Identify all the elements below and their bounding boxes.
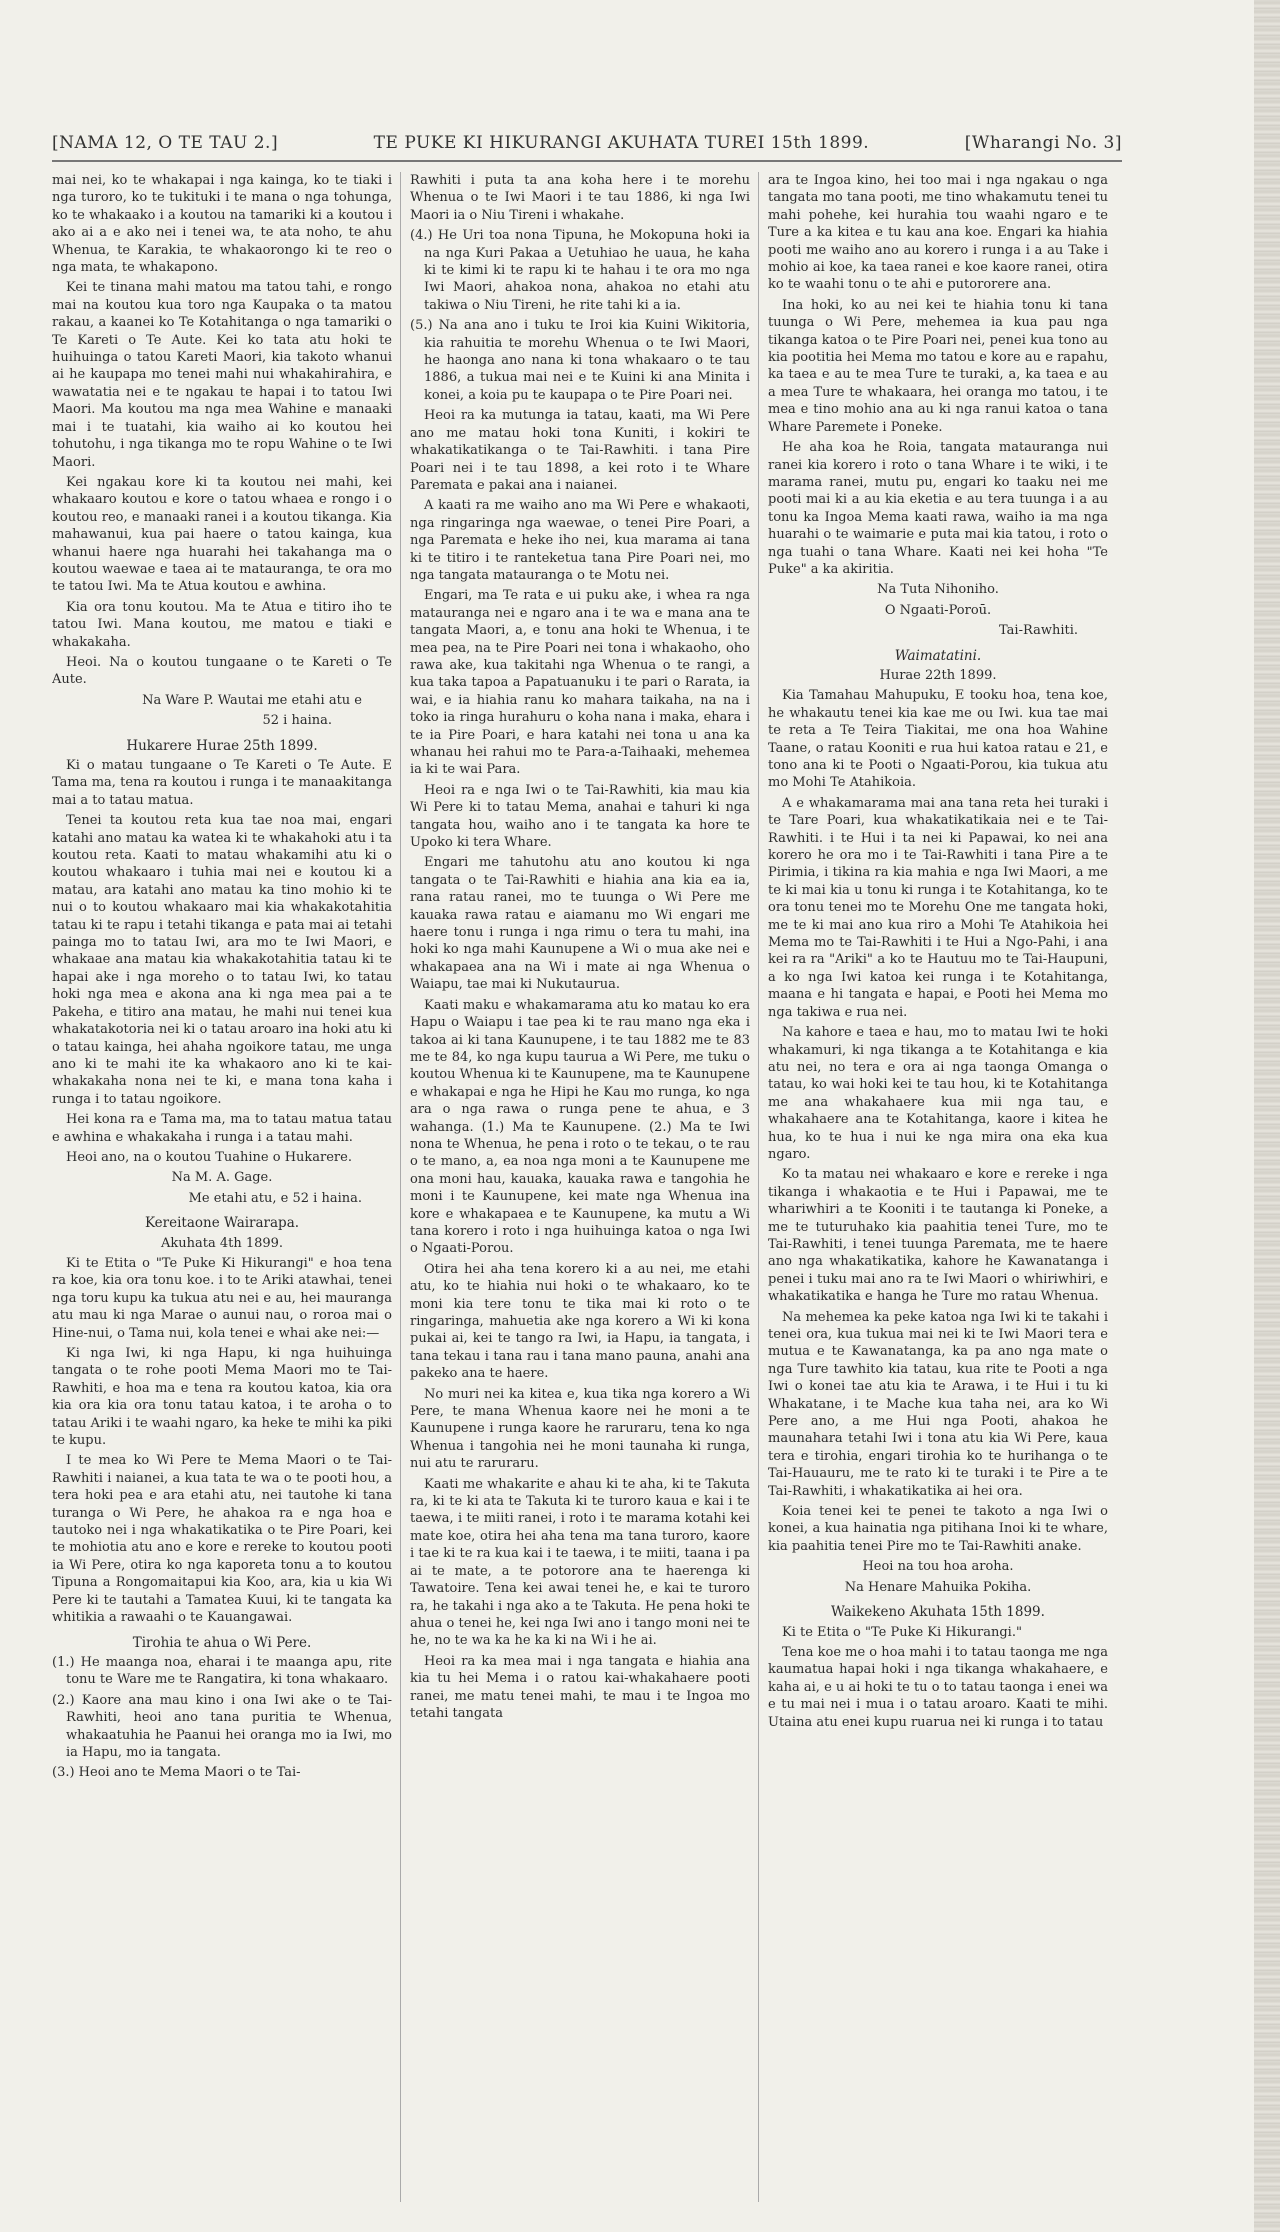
section-heading: Tirohia te ahua o Wi Pere.: [132, 1634, 312, 1651]
paragraph: Kia ora tonu koutou. Ma te Atua e titiro iho te tatou Iwi. Mana koutou, me matou e tiaki e whakakaha.: [52, 599, 392, 650]
paragraph: Ko ta matau nei whakaaro e kore e rereke i nga tikanga i whakaotia e te Hui i Papawai, me te whariwhiri a te Kooniti i te tautanga ki Poneke, a me te tuturuhako kia paahitia tenei Ture, mo te Tai-Rawhiti, i tenei tuunga Paremata, me te haere ano nga whakatikatika, kahore he Kawanatanga i penei i tuku mai ano ra te Iwi Maori o whiriwhiri, e whakatikatika e hanga he Ture mo ratau Whenua.: [768, 1167, 1108, 1305]
paragraph: Heoi ra ka mea mai i nga tangata e hiahia ana kia tu hei Mema i o ratou kai-whakahaere pooti ranei, me matu tenei mahi, te mau i te Ingoa mo tetahi tangata: [410, 1653, 750, 1721]
masthead-title: TE PUKE KI HIKURANGI AKUHATA TUREI 15th 1899.: [373, 133, 870, 153]
column-3: [768, 172, 1108, 2212]
paragraph: mai nei, ko te whakapai i nga kainga, ko te tiaki i nga turoro, ko te tukituki i te mana o nga tohunga, ko te whakaako i a koutou na tamariki ki a koutou i ako ai a e ako nei i tenei wa, te ata noho, te ahu Whenua, te Karakia, te whakaorongo ki te reo o nga mata, te whakapono.: [52, 173, 392, 276]
paragraph: ara te Ingoa kino, hei too mai i nga ngakau o nga tangata mo tana pooti, me tino whakamutu tenei tu mahi pohehe, kei hurahia tou waahi ngaro e te Ture a ka kitea e tu kau ana koe. Engari ka hiahia pooti me waiho ano au korero i runga i a au Take i mohio ai koe, ka taea ranei e koe kaore ranei, otira ko te waahi tonu o te ahi e putororere ana.: [768, 173, 1108, 293]
paragraph: Ki te Etita o "Te Puke Ki Hikurangi.": [782, 1624, 1022, 1640]
signature: Na Tuta Nihoniho.: [877, 582, 999, 598]
paragraph: Otira hei aha tena korero ki a au nei, me etahi atu, ko te hiahia nui hoki o te whakaaro, ko te moni kia tere tonu te tika mai ki roto o te ringaringa, mahuetia ake nga korero a Wi ki kona pukai ai, kei te tango ra Iwi, ia Hapu, ia tangata, i tana tekau i tana rau i tana mano pauna, anahi ana pakeko ana te haere.: [410, 1261, 750, 1382]
letter-heading: Hukarere Hurae 25th 1899.: [126, 737, 318, 754]
letter-date: Akuhata 4th 1899.: [160, 1235, 284, 1251]
paragraph: Ki o matau tungaane o Te Kareti o Te Aute. E Tama ma, tena ra koutou i runga i te manaakitanga mai a to tatau matua.: [52, 758, 392, 808]
signature: Heoi na tou hoa aroha.: [862, 1559, 1014, 1575]
paragraph: Ki te Etita o "Te Puke Ki Hikurangi" e hoa tena ra koe, kia ora tonu koe. i to te Ariki atawhai, tenei nga toru kupu ka tukua atu nei e au, hei mauranga atu mau ki nga Marae o aunui nau, o roroa mai o Hine-nui, o Tama nui, kola tenei e whai ake nei:—: [52, 1255, 392, 1341]
paragraph: Heoi. Na o koutou tungaane o te Kareti o Te Aute.: [52, 654, 392, 688]
signature: Na Henare Mahuika Pokiha.: [844, 1579, 1032, 1595]
paragraph: Hei kona ra e Tama ma, ma to tatau matua tatau e awhina e whakakaha i runga i a tatau mahi.: [52, 1112, 392, 1145]
paragraph: A e whakamarama mai ana tana reta hei turaki i te Tare Poari, kua whakatikatikaia nei e te Tai-Rawhiti. i te Hui i ta nei ki Papawai, ko nei ana korero he ora mo i te Tai-Rawhiti i tana Pire a te Pirimia, i tikina ra kia mahia e nga Iwi Maori, a me te ki mai kia u tonu ki runga i te Kotahitanga, ko te ora tonu tenei mo te Morehu One me tangata hoki, me te ki mai ano kua riro a Mohi Te Atahikoia hei Mema mo te Tai-Rawhiti i te Hui a Ngo-Pahi, i ana kei ra ra "Ariki" a ko te Hautuu mo te Tai-Haupuni, a ko nga Iwi katoa kei runga i te Kotahitanga, maana e hi tangata e hapai, e Pooti hei Mema mo nga takiwa e rua nei.: [768, 795, 1108, 1020]
paragraph: Engari, ma Te rata e ui puku ake, i whea ra nga matauranga nei e ngaro ana i te wa e mana ana te tangata Maori, a, e tonu ana hoki te Whenua, i te mea pea, na te Pire Poari nei tona i whakaoho, oho rawa ake, kua takitahi nga Whenua o te rangi, a kua taka tapoa a Papatuanuku i te pari o Rarata, ia wai, e ia hiahia ranu ko mahara taikaha, na na i toko ia ringa hurahuru o koha nana i maka, ehara i te ia Pire Poari, e hara katahi nei tona u ana ka whanau hei rahui mo te Para-a-Taihaaki, mehemea ia ki te wai Para.: [410, 588, 750, 778]
letter-date: Hurae 22th 1899.: [879, 667, 997, 683]
paragraph: Kaati me whakarite e ahau ki te aha, ki te Takuta ra, ki te ki ata te Takuta ki te turoro kaua e kai i te taewa, i te miiti ranei, i roto i te marama kotahi kei mate koe, otira hei aha tena ma tana turoro, kaore i tae ki te ra kua kai i te taewa, i te miiti, taana i pa ai te mate, a te potorore ana te haerenga ki Tawatoire. Tena kei awai tenei he, e kai te turoro ra, he takahi i nga ako a te Takuta. He pena hoki te ahua o tenei he, kei nga Iwi ano i tango moni nei te he, no te wa ka he ka ki na Wi i he ai.: [410, 1476, 750, 1649]
paragraph: Heoi ra e nga Iwi o te Tai-Rawhiti, kia mau kia Wi Pere ki to tatau Mema, anahai e tahuri ki nga tangata hou, waiho ano i te tangata ka hore te Upoko ki tera Whare.: [410, 782, 750, 851]
letter-heading: Waimatatini.: [894, 647, 982, 664]
page-number: [Wharangi No. 3]: [964, 133, 1122, 153]
paragraph: A kaati ra me waiho ano ma Wi Pere e whakaoti, nga ringaringa nga waewae, o tenei Pire Poari, a nga Paremata e heke iho nei, kua marama ai tana ki te titiro i te ranteketua tana Pire Poari nei, mo nga tangata matauranga o te Motu nei.: [410, 498, 750, 583]
signature: 52 i haina.: [262, 713, 332, 729]
paragraph: Ina hoki, ko au nei kei te hiahia tonu ki tana tuunga o Wi Pere, mehemea ia kua pau nga tikanga katoa o te Pire Poari nei, penei kua tono au kia pootitia hei Mema mo tatou e kore au e rapahu, ka taea e au te mea Ture te turaki, a, ka taea e au a mea Ture te whakaara, hei oranga mo tatou, i te mea e tino mohio ana au ki nga ranui katoa o tana Whare Paremete i Poneke.: [768, 297, 1108, 435]
paragraph: Ki nga Iwi, ki nga Hapu, ki nga huihuinga tangata o te rohe pooti Mema Maori mo te Tai-Rawhiti, e hoa ma e tena ra koutou katoa, kia ora kia ora kia ora tonu tatau katoa, i te aroha o to tatau Ariki i te waahi ngaro, ka heke te mihi ka piki te kupu.: [52, 1346, 392, 1449]
paragraph: I te mea ko Wi Pere te Mema Maori o te Tai-Rawhiti i naianei, a kua tata te wa o te pooti hou, a tera hoki pea e ara etahi atu, nei tautohe ki tana turanga o Wi Pere, he ahakoa ra e nga hoa e tautoko nei i nga whakatikatika o te Pire Poari, kei te mohiotia atu ano e kore e rereke to koutou pooti ia Wi Pere, otira ko nga kaporeta tonu a to koutou Tipuna a Rongomaitapui kia Koo, ara, kia u kia Wi Pere ki te tautahi a Tamatea Kuui, ki te tangata ka whitikia a rawaahi o te Kauangawai.: [52, 1453, 392, 1626]
signature: Me etahi atu, e 52 i haina.: [188, 1190, 362, 1206]
signature: O Ngaati-Poroū.: [884, 602, 992, 618]
issue-number: [NAMA 12, O TE TAU 2.]: [52, 133, 279, 153]
paragraph: Tenei ta koutou reta kua tae noa mai, engari katahi ano matau ka watea ki te whakahoki atu i ta koutou reta. Kaati to matau whakamihi atu ki o koutou whakaaro i tuhia mai nei e koutou ki a matau, ara katahi ano matau ka tino mohio ki te nui o to koutou whakaaro mai kia whakakotahitia tatau ki te rapu i tetahi tikanga e pata mai ai tetahi painga mo to tatau Iwi, ara mo te Iwi Maori, e whakaae ana matau kia whakakotahitia tatau ki te hapai ake i nga moreho o to tatau Iwi, ko tatau hoki nga mea e akona ana ki nga mea pai a te Pakeha, e titiro ana matau, he mahi nui tenei kua whakatakotoria nei ki o tatau aroaro ina hoki atu ki o tatau kainga, hei ahaha ngoikore tatau, me unga ano ki te mahi ite ka whakaoro ano ki te kai-whakakaha nona nei te ki, e mana tona kaha i runga i to tatau ngoikore.: [52, 813, 392, 1107]
paragraph: Rawhiti i puta ta ana koha here i te morehu Whenua o te Iwi Maori i te tau 1886, ki nga Iwi Maori ia o Niu Tireni i whakahe.: [410, 173, 750, 223]
letter-heading: Kereitaone Wairarapa.: [144, 1215, 300, 1232]
paragraph: No muri nei ka kitea e, kua tika nga korero a Wi Pere, te mana Whenua kaore nei he moni a te Kaunupene i runga kaore he raruraru, tena ko nga Whenua i tangohia nei he moni taunaha ki runga, nui atu te raruraru.: [410, 1386, 750, 1472]
paragraph: Tena koe me o hoa mahi i to tatau taonga me nga kaumatua hapai hoki i nga tikanga whakahaere, e kaha ai, e u ai hoki te tu o to tatau taonga i enei wa e tu mai nei i mua i o tatau aroaro. Kaati te mihi. Utaina atu enei kupu ruarua nei ki runga i to tatau: [768, 1644, 1108, 1730]
list-item: (1.) He maanga noa, eharai i te maanga apu, rite tonu te Ware me te Rangatira, ki tona whakaaro.: [52, 1654, 392, 1688]
paragraph: Engari me tahutohu atu ano koutou ki nga tangata o te Tai-Rawhiti e hiahia ana kia ea ia, rana ratau ranei, mo te tuunga o Wi Pere me kauaka rawa ratau e aiamanu mo Wi engari me haere tonu i runga i nga rimu o tera tu mahi, ina hoki ko nga mahi Kaunupene a Wi o mua ake nei e whakapaea ana na Wi i mate ai nga Whenua o Waiapu, tae mai ki Nukutaurua.: [410, 855, 750, 993]
list-item: (3.) Heoi ano te Mema Maori o te Tai-: [52, 1765, 301, 1781]
paragraph: Koia tenei kei te penei te takoto a nga Iwi o konei, a kua hainatia nga pitihana Inoi ki te whare, kia paahitia tenei Pire mo te Tai-Rawhiti anake.: [768, 1504, 1108, 1554]
paragraph: Kei ngakau kore ki ta koutou nei mahi, kei whakaaro koutou e kore o tatou whaea e rongo i o koutou reo, e manaaki ranei i a koutou tikanga. Kia mahawanui, kua pai haere o tatou kainga, kua whanui haere nga huarahi hei takahanga ma o koutou waewae e taea ai te matauranga, te ora mo te tatou Iwi. Ma te Atua koutou e awhina.: [52, 474, 392, 595]
page-edge-scan: [1254, 0, 1280, 2232]
paragraph: He aha koa he Roia, tangata matauranga nui ranei kia korero i roto o tana Whare i te wiki, i te marama ranei, mutu pu, engari ko taaku nei me pooti mai ki a au kia eketia e au tera tuunga i a au tonu ka Ingoa Mema kaati rawa, waiho ia ma nga huarahi o te waimarie e puta mai kia tatou, i roto o nga tuahi o tana Whare. Kaati nei kei hoha "Te Puke" a ka akiritia.: [768, 440, 1108, 577]
paragraph: Kaati maku e whakamarama atu ko matau ko era Hapu o Waiapu i tae pea ki te rau mano nga eka i takoa ai ki tana Kaunupene, i te tau 1882 me te 83 me te 84, ko nga kupu taurua a Wi Pere, me tuku o koutou Whenua ki te Kaunupene, ma te Kaunupene e whakapai e nga he Hipi he Kau mo runga, ko nga ara o nga rawa o runga pene te ahua, e 3 wahanga. (1.) Ma te Kaunupene. (2.) Ma te Iwi nona te Whenua, he pena i roto o te tekau, o te rau o te mano, a, ea noa nga moni a te Kaunupene me ona moni hau, kauaka, kauaka rawa e tangohia he moni i te Kaunupene, kei mate nga Whenua ina kore e whakapaea e te Kaunupene, ka mutu a Wi tana korero i roto i nga huihuinga katoa o nga Iwi o Ngaati-Porou.: [410, 997, 750, 1257]
column-divider: [758, 172, 759, 2202]
column-1: [52, 172, 392, 2212]
column-2: [410, 172, 750, 2212]
signature: Tai-Rawhiti.: [999, 623, 1078, 639]
page-header: [52, 130, 1122, 156]
signature: Na M. A. Gage.: [171, 1170, 273, 1186]
paragraph: Na kahore e taea e hau, mo to matau Iwi te hoki whakamuri, ki nga tikanga a te Kotahitanga e kia atu nei, no tera e ora ai nga taonga Omanga o tatau, ko wai hoki kei te tau hou, ki te Kotahitanga me ana whakahaere kua mii nga tau, e whakahaere ana te Kotahitanga, kaore i kitea he hua, ko te hua i nui ke nga mira ona eka kua ngaro.: [768, 1025, 1108, 1162]
list-item: (4.) He Uri toa nona Tipuna, he Mokopuna hoki ia na nga Kuri Pakaa a Uetuhiao he uaua, he kaha ki te kimi ki te rapu ki te hahau i te ora mo nga Iwi Maori, ahakoa nona, ahakoa no etahi atu takiwa o Niu Tireni, he rite tahi ki a ia.: [410, 228, 750, 313]
paragraph: Kei te tinana mahi matou ma tatou tahi, e rongo mai na koutou kua toro nga Kaupaka o ta matou rakau, a kaanei ko Te Kotahitanga o nga tamariki o Te Kareti o Te Aute. Kei ko tata atu hoki te huihuinga o tatou Kareti Maori, kia takoto whanui ai he kaupapa mo tenei mahi nui whakahirahira, e wawatatia nei e te ngakau te hapai i to tatou Iwi Maori. Ma koutou ma nga mea Wahine e manaaki mai i te tuatahi, kia waiho ai ko koutou hei tohutohu, i nga tikanga mo te ropu Wahine o te Iwi Maori.: [52, 280, 392, 470]
header-rule: [52, 160, 1122, 162]
list-item: (5.) Na ana ano i tuku te Iroi kia Kuini Wikitoria, kia rahuitia te morehu Whenua o te Iwi Maori, he haonga ano nana ki tona whakaaro o te tau 1886, a tukua mai nei e te Kuini ki ana Minita i konei, a koia pu te kaupapa o te Pire Poari nei.: [410, 318, 750, 403]
column-divider: [400, 172, 401, 2202]
paragraph: Kia Tamahau Mahupuku, E tooku hoa, tena koe, he whakautu tenei kia kae me ou Iwi. kua tae mai te reta a Te Teira Tiakitai, me ona hoa Wahine Taane, o ratau Kooniti e rua hui katoa ratau e 21, e tono ana ki te Pooti o Ngaati-Porou, kia tukua atu mo Mohi Te Atahikoia.: [768, 688, 1108, 791]
letter-heading: Waikekeno Akuhata 15th 1899.: [831, 1604, 1045, 1621]
signature: Na Ware P. Wautai me etahi atu e: [142, 692, 362, 708]
list-item: (2.) Kaore ana mau kino i ona Iwi ake o te Tai-Rawhiti, heoi ano tana puritia te Whenua, whakaatuhia he Paanui hei oranga mo ia Iwi, mo ia Hapu, mo ia tangata.: [52, 1692, 392, 1760]
paragraph: Heoi ra ka mutunga ia tatau, kaati, ma Wi Pere ano me matau hoki tona Kuniti, i kokiri te whakatikatikanga o te Tai-Rawhiti. i tana Pire Poari nei i te tau 1898, a kei roto i te Whare Paremata e pakai ana i naianei.: [410, 408, 750, 493]
paragraph: Heoi ano, na o koutou Tuahine o Hukarere.: [66, 1149, 352, 1165]
paragraph: Na mehemea ka peke katoa nga Iwi ki te takahi i tenei ora, kua tukua mai nei ki te Iwi Maori tera e mutua e te Kawanatanga, ka pa ano nga mate o nga Ture tawhito kia tatau, kua rite te Pooti a nga Iwi o konei tae atu kia te Arawa, i te Hui i tu ki Whakatane, i te Mache kua taha nei, ara ko Wi Pere ano, a me Hui nga Pooti, ahakoa he maunahara tetahi Iwi i tona atu kia Wi Pere, kaua tera e tirohia, engari tirohia ko te hurihanga o te Tai-Hauauru, me te rato ki te turaki i te Pire a te Tai-Rawhiti, i whakatikatika ai hei ora.: [768, 1309, 1108, 1499]
